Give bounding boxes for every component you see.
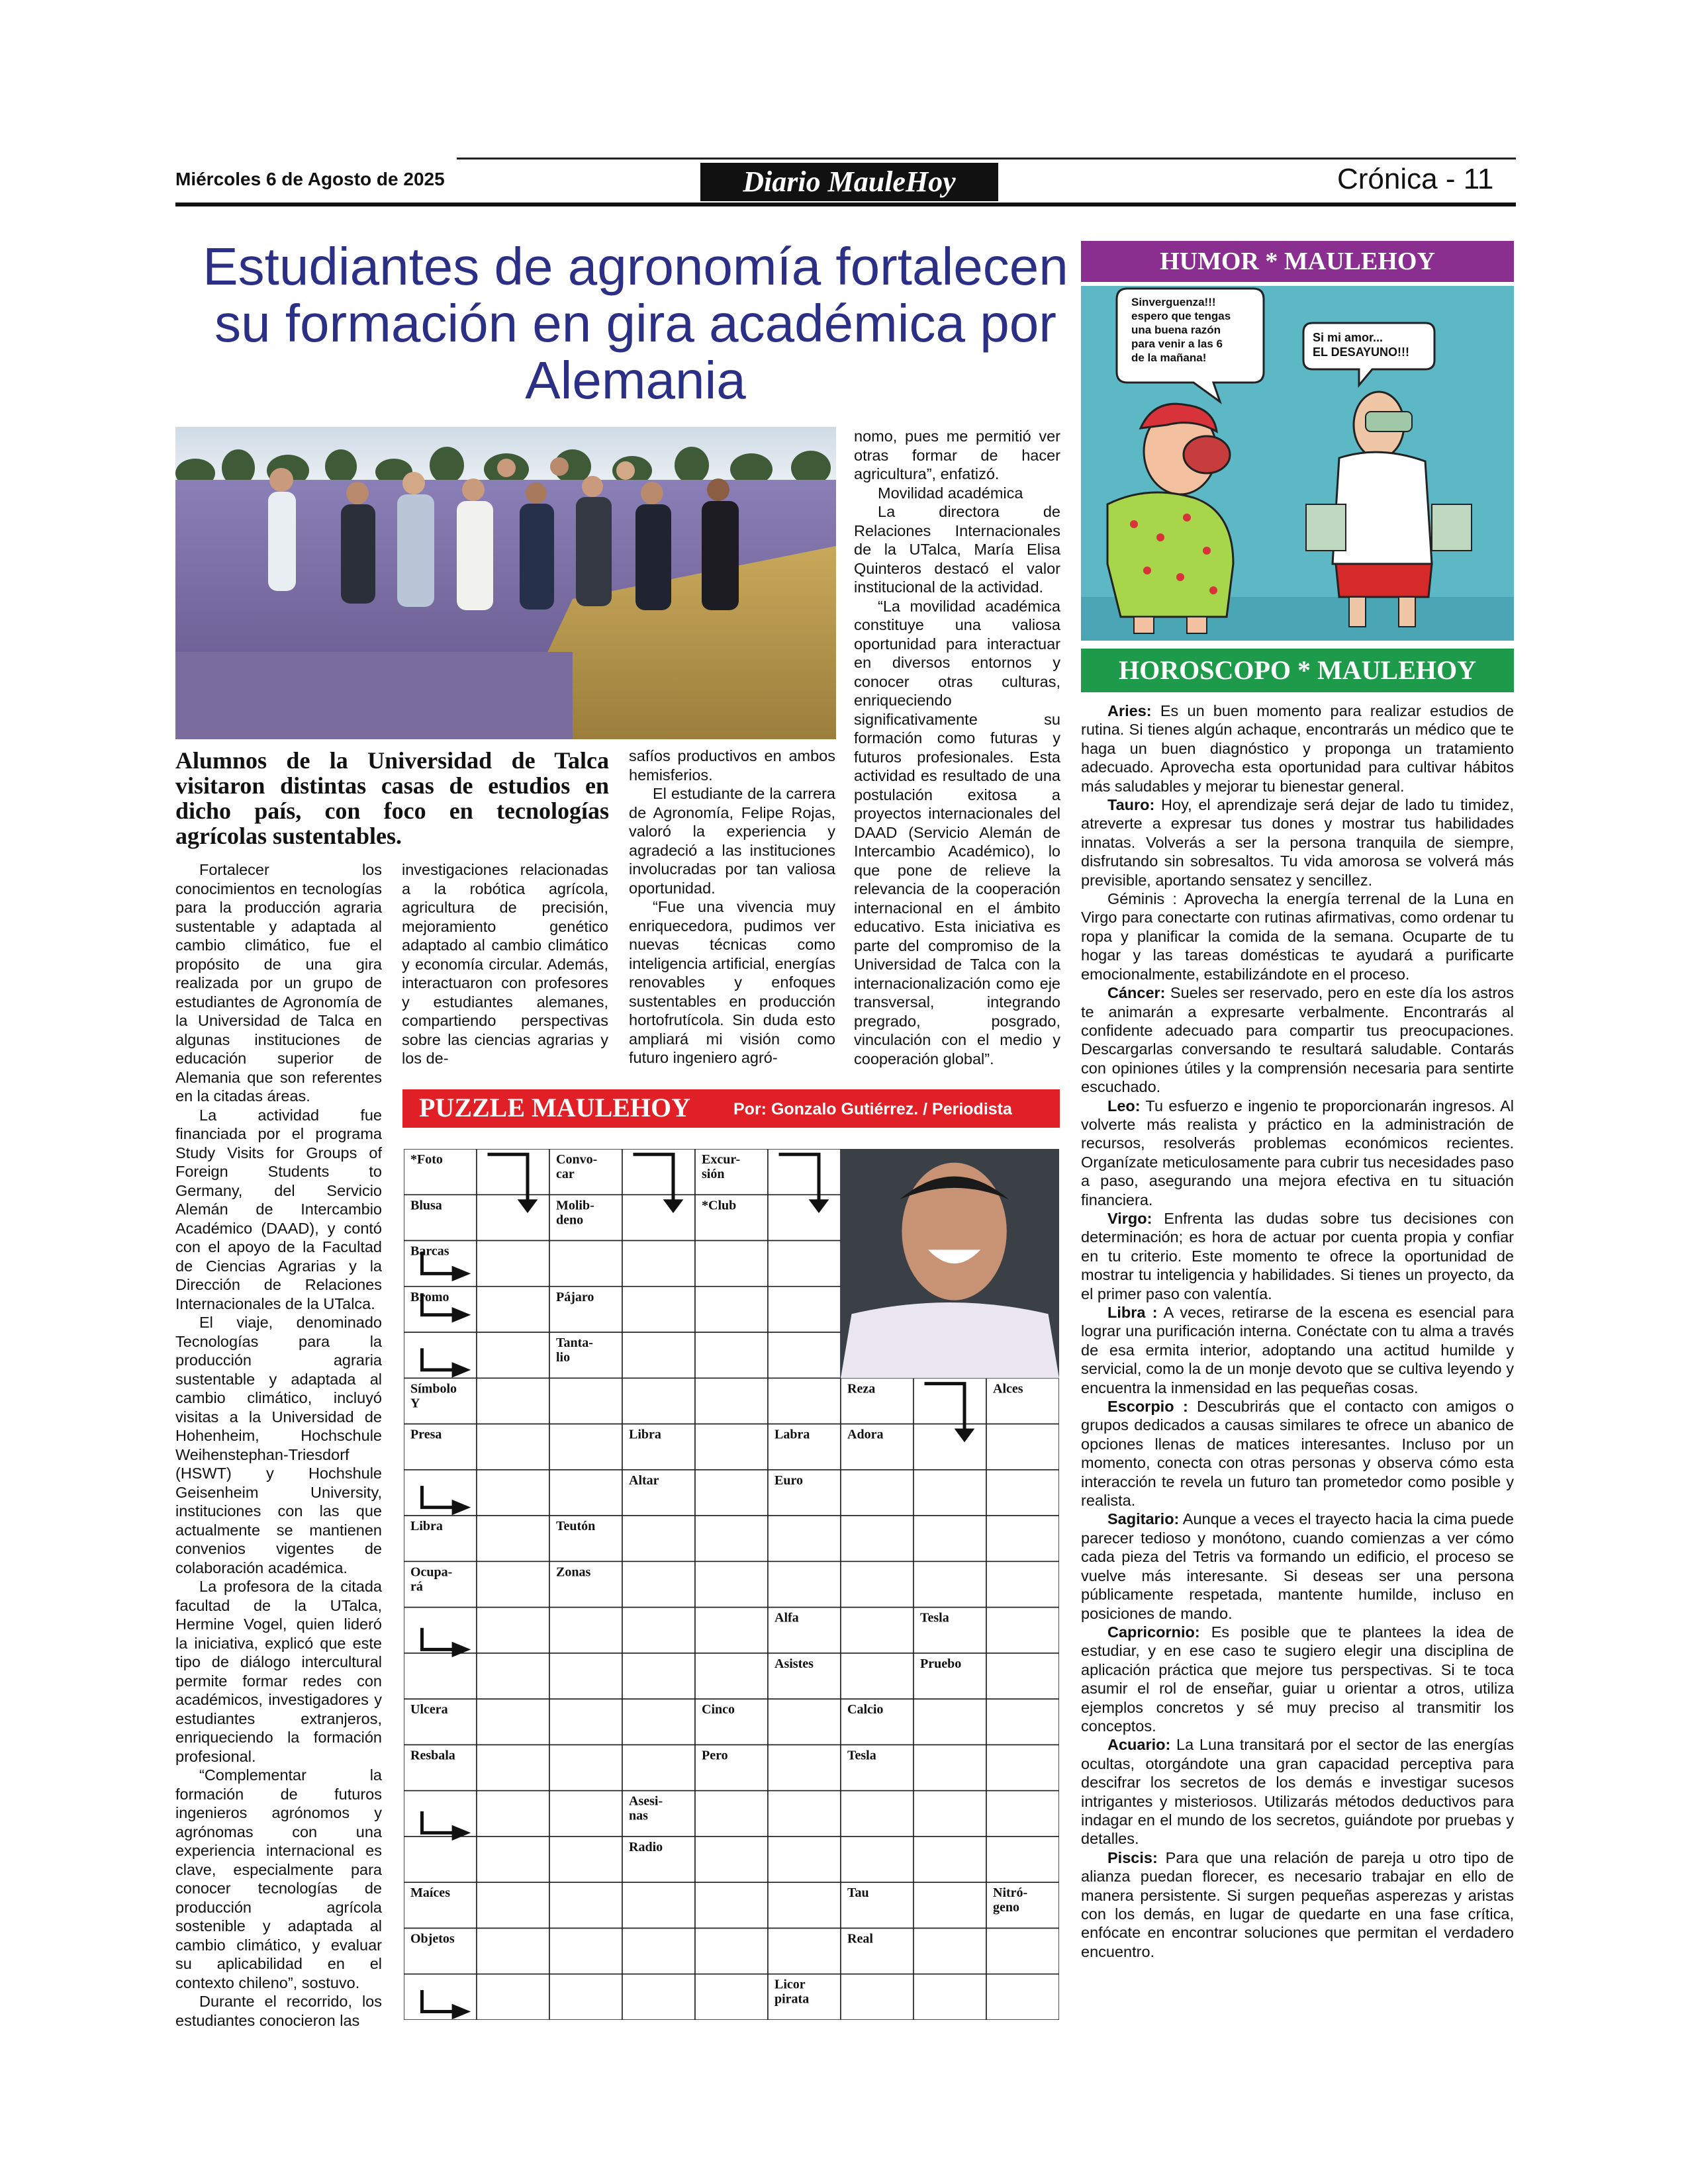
grid-cell[interactable] xyxy=(549,1791,622,1837)
clue-line: Asistes xyxy=(774,1656,814,1671)
article-column-4 xyxy=(854,427,1060,1068)
grid-cell[interactable] xyxy=(768,1332,841,1378)
clue-line: Zonas xyxy=(556,1565,591,1580)
paragraph: nomo, pues me permitió ver otras formar de hacer agricultura”, enfatizó. xyxy=(854,428,1060,482)
grid-cell[interactable] xyxy=(695,1653,768,1699)
clue-line: Y xyxy=(410,1396,420,1411)
crossword-clue xyxy=(774,1611,799,1625)
grid-cell[interactable] xyxy=(986,1424,1059,1470)
sign-name: Escorpio : xyxy=(1107,1398,1188,1416)
sign-name: Tauro: xyxy=(1107,796,1155,814)
horoscope-entry xyxy=(1081,1848,1514,1961)
grid-cell[interactable] xyxy=(986,1470,1059,1516)
crossword-clue xyxy=(410,1428,442,1442)
crossword-clue xyxy=(410,1290,449,1304)
crossword-clue xyxy=(629,1840,663,1854)
bubble-line: Sinverguenza!!! xyxy=(1131,296,1216,308)
clue-line: Convo- xyxy=(556,1152,598,1167)
bubble-line: EL DESAYUNO!!! xyxy=(1313,345,1410,359)
grid-cell[interactable] xyxy=(768,1561,841,1607)
grid-cell[interactable] xyxy=(695,1424,768,1470)
sign-text: Sueles ser reservado, pero en este día los astros te animarán a expresarte verbalmente. Encontrarás al confidente adecuado para compartir tus preocupaciones. Descargarlas conversando te resultará saludable. Contarás con opiniones útiles y la comprensión necesaria para sentirte escuchado. xyxy=(1081,984,1514,1096)
crossword-clue xyxy=(410,1748,455,1762)
crossword-clue xyxy=(702,1702,735,1717)
crossword-clue xyxy=(774,1428,810,1442)
grid-cell[interactable] xyxy=(695,1561,768,1607)
grid-cell[interactable] xyxy=(549,1882,622,1928)
clue-line: Molib- xyxy=(556,1198,594,1213)
grid-cell[interactable] xyxy=(986,1608,1059,1653)
header-top-rule xyxy=(457,158,1516,159)
crossword-clue xyxy=(556,1565,590,1579)
grid-cell[interactable] xyxy=(622,1882,695,1928)
horoscope-entry xyxy=(1081,1303,1514,1397)
grid-cell[interactable] xyxy=(841,1837,914,1882)
crossword-clue xyxy=(774,1978,809,2007)
sign-name: Libra : xyxy=(1107,1304,1158,1321)
horoscope-entry xyxy=(1081,1510,1514,1622)
clue-line: deno xyxy=(556,1212,584,1228)
grid-cell[interactable] xyxy=(841,1516,914,1561)
clue-line: Altar xyxy=(629,1473,659,1488)
clue-line: rá xyxy=(410,1579,423,1594)
group-photo-image xyxy=(175,427,836,739)
grid-cell[interactable] xyxy=(477,1791,549,1837)
grid-cell[interactable] xyxy=(622,1653,695,1699)
issue-date: Miércoles 6 de Agosto de 2025 xyxy=(175,169,445,189)
paragraph: investigaciones relacionadas a la robótica agrícola, agricultura de precisión, mejoramiento genético adaptado al cambio climático y economía circular. Además, interactuaron con profesores y estudiantes alemanes, compartiendo perspectivas sobre las ciencias agrarias y los de- xyxy=(402,861,608,1067)
grid-cell[interactable] xyxy=(549,1608,622,1653)
grid-cell[interactable] xyxy=(768,1699,841,1745)
clue-line: Bromo xyxy=(410,1289,449,1304)
clue-line: *Club xyxy=(702,1198,737,1213)
grid-cell[interactable] xyxy=(695,1882,768,1928)
grid-cell[interactable] xyxy=(695,1837,768,1882)
humor-header: HUMOR * MAULEHOY xyxy=(1081,241,1514,282)
article-subhead: Alumnos de la Universidad de Talca visitaron distintas casas de estudios en dicho país, con foco en tecnologías agrícolas sustentables. xyxy=(175,747,609,849)
sign-text: A veces, retirarse de la escena es esencial para lograr una purificación interna. Conéctate con tu alma a través de esa ermita interior, adoptando una actitud humilde y servicial, como la de un monje devoto que se cultiva leyendo y encuentra la inmensidad en las pequeñas cosas. xyxy=(1081,1304,1514,1396)
bubble-line: de la mañana! xyxy=(1131,351,1207,364)
bubble-line: para venir a las 6 xyxy=(1131,338,1223,350)
grid-cell[interactable] xyxy=(477,1608,549,1653)
cartoon-image xyxy=(1081,286,1514,641)
clue-line: Radio xyxy=(629,1839,663,1854)
paragraph: “Complementar la formación de futuros ingenieros agrónomos y agrónomas con una experiencia internacional es clave, especialmente para conocer tecnologías de producción agrícola sostenible y adaptada al cambio climático, y evaluar su aplicabilidad en el contexto chileno”, sostuvo. xyxy=(175,1766,382,1991)
grid-cell[interactable] xyxy=(404,1837,477,1882)
grid-cell[interactable] xyxy=(986,1974,1059,2020)
grid-cell[interactable] xyxy=(986,1745,1059,1790)
horoscope-entry xyxy=(1081,889,1514,983)
horoscope-text xyxy=(1081,702,1514,1961)
bubble-line: Si mi amor... xyxy=(1313,331,1383,344)
grid-cell[interactable] xyxy=(914,1561,986,1607)
article-headline: Estudiantes de agronomía fortalecen su formación en gira académica por Alemania xyxy=(203,237,1068,410)
sign-text: La Luna transitará por el sector de las energías ocultas, otorgándote una gran capacidad perceptiva para descifrar los secretos de los demás e investigar sucesos intrigantes y misteriosos. Utilizarás métodos deductivos para indagar en el mundo de los secretos, guiándote por pruebas y detalles. xyxy=(1081,1736,1514,1848)
grid-cell[interactable] xyxy=(549,1974,622,2020)
grid-cell[interactable] xyxy=(986,1791,1059,1837)
paragraph: El estudiante de la carrera de Agronomía, Felipe Rojas, valoró la experiencia y agradeció a las instituciones involucradas por tan valiosa oportunidad. xyxy=(629,785,835,897)
sign-name: Leo: xyxy=(1107,1097,1141,1115)
horoscope-entry xyxy=(1081,1397,1514,1510)
clue-line: Tesla xyxy=(847,1748,876,1763)
crossword-clue xyxy=(847,1886,869,1900)
grid-cell[interactable] xyxy=(914,1745,986,1790)
clue-line: Maíces xyxy=(410,1886,450,1901)
clue-line: Euro xyxy=(774,1473,803,1488)
grid-cell[interactable] xyxy=(841,1653,914,1699)
grid-cell[interactable] xyxy=(914,1424,986,1470)
sign-text: Para que una relación de pareja u otro tipo de alianza puedan florecer, es necesario trabajar en ello de manera persistente. Si surgen pequeñas asperezas y aristas con los demás, en lugar de quedarte en una fase crítica, enfócate en encontrar soluciones que permitan el verdadero encuentro. xyxy=(1081,1848,1514,1960)
clue-line: Alces xyxy=(993,1381,1023,1396)
group-photo xyxy=(175,427,836,739)
clue-line: Barcas xyxy=(410,1244,449,1259)
crossword-clue xyxy=(774,1657,814,1671)
newspaper-logo: Diario MauleHoy xyxy=(700,163,998,201)
grid-cell[interactable] xyxy=(986,1561,1059,1607)
grid-cell[interactable] xyxy=(768,1241,841,1287)
grid-cell[interactable] xyxy=(404,1791,477,1837)
grid-cell[interactable] xyxy=(404,1653,477,1699)
crossword-clue xyxy=(847,1428,883,1442)
sign-text: Géminis : Aprovecha la energía terrenal de la Luna en Virgo para conectarte con rutinas afirmativas, como ordenar tu ropa y planificar la comida de la semana. Ocuparte de tu hogar y las tareas domésticas te ayudará a purificarte emocionalmente, estabilizándote en el proceso. xyxy=(1081,890,1514,983)
clue-line: Tau xyxy=(847,1886,869,1901)
clue-line: Ulcera xyxy=(410,1702,448,1717)
grid-cell[interactable] xyxy=(768,1287,841,1332)
player-photo xyxy=(841,1149,1059,1378)
grid-cell[interactable] xyxy=(622,1745,695,1790)
grid-cell[interactable] xyxy=(695,1241,768,1287)
grid-cell[interactable] xyxy=(622,1287,695,1332)
clue-line: Reza xyxy=(847,1381,876,1396)
grid-cell[interactable] xyxy=(768,1516,841,1561)
grid-cell[interactable] xyxy=(477,1424,549,1470)
sign-text: Hoy, el aprendizaje será dejar de lado tu timidez, atreverte a expresar tus dones y mostrar tus habilidades innatas. Volverás a ser la persona tranquila de siempre, disfrutando sin sobresaltos. Tu vida amorosa se volverá más previsible, aportando sensatez y sencillez. xyxy=(1081,796,1514,889)
clue-line: Real xyxy=(847,1931,873,1946)
grid-cell[interactable] xyxy=(477,1699,549,1745)
crossword-clue xyxy=(920,1611,949,1625)
header-bottom-rule xyxy=(175,203,1516,206)
sign-name: Sagitario: xyxy=(1107,1510,1180,1528)
crossword-grid[interactable] xyxy=(404,1149,1059,2020)
clue-line: Pájaro xyxy=(556,1289,594,1304)
clue-line: pirata xyxy=(774,1991,810,2007)
clue-line: Presa xyxy=(410,1427,442,1442)
humor-cartoon xyxy=(1081,286,1514,641)
grid-cell[interactable] xyxy=(622,1928,695,1974)
crossword-clue xyxy=(847,1931,873,1946)
article-column-2 xyxy=(402,860,608,1068)
paragraph: El viaje, denominado Tecnologías para la producción agraria sustentable y adaptada al cambio climático, incluyó visitas a la Universidad de Hohenheim, Hochschule Weihenstephan-Triesdorf (HSWT) y Hochshule Geisenheim University, instituciones con las que actualmente se mantienen convenios vigentes de colaboración académica. xyxy=(175,1314,382,1576)
grid-cell[interactable] xyxy=(477,1745,549,1790)
grid-cell[interactable] xyxy=(914,1516,986,1561)
grid-cell[interactable] xyxy=(768,1195,841,1240)
sign-text: Enfrenta las dudas sobre tus decisiones con determinación; es hora de actuar por cuenta propia y confiar en tu criterio. Este momento te ofrece la oportunidad de mostrar tu inteligencia y habilidades. Si tienes un proyecto, da el primer paso con valentía. xyxy=(1081,1209,1514,1302)
clue-line: lio xyxy=(556,1350,571,1365)
clue-line: geno xyxy=(993,1900,1019,1915)
grid-cell[interactable] xyxy=(549,1699,622,1745)
section-subtitle: Movilidad académica xyxy=(878,484,1023,502)
clue-line: Calcio xyxy=(847,1702,884,1717)
clue-line: sión xyxy=(702,1167,725,1181)
clue-line: Símbolo xyxy=(410,1381,457,1396)
clue-line: Cinco xyxy=(702,1702,735,1717)
clue-line: Tesla xyxy=(920,1610,949,1625)
horoscope-entry xyxy=(1081,702,1514,796)
grid-cell[interactable] xyxy=(841,1470,914,1516)
horoscope-entry xyxy=(1081,1735,1514,1848)
clue-line: Pero xyxy=(702,1748,728,1763)
crossword-clue xyxy=(702,1748,728,1762)
grid-cell[interactable] xyxy=(914,1699,986,1745)
clue-line: car xyxy=(556,1167,575,1181)
puzzle-header xyxy=(402,1089,1060,1128)
crossword-clue xyxy=(629,1473,659,1488)
crossword-clue xyxy=(410,1244,449,1259)
clue-line: Resbala xyxy=(410,1748,455,1763)
clue-line: Alfa xyxy=(774,1610,799,1625)
grid-cell[interactable] xyxy=(914,1837,986,1882)
clue-line: Asesi- xyxy=(629,1794,663,1809)
paragraph: Fortalecer los conocimientos en tecnologías para la producción agraria sustentable y adaptada al cambio climático, fue el propósito de una gira realizada por un grupo de estudiantes de Agronomía de la Universidad de Talca en algunas instituciones de educación superior de Alemania que son referentes en la citadas áreas. xyxy=(175,861,382,1105)
article-column-3 xyxy=(629,747,835,1068)
grid-cell[interactable] xyxy=(477,1928,549,1974)
sign-name: Cáncer: xyxy=(1107,984,1166,1002)
grid-cell[interactable] xyxy=(477,1974,549,2020)
grid-cell[interactable] xyxy=(477,1470,549,1516)
grid-cell[interactable] xyxy=(768,1378,841,1424)
grid-cell[interactable] xyxy=(622,1974,695,2020)
puzzle-author: Por: Gonzalo Gutiérrez. / Periodista xyxy=(733,1100,1012,1118)
grid-cell[interactable] xyxy=(914,1974,986,2020)
clue-line: Objetos xyxy=(410,1931,455,1946)
section-page-label: Crónica - 11 xyxy=(1337,163,1494,195)
grid-cell[interactable] xyxy=(841,1791,914,1837)
grid-cell[interactable] xyxy=(695,1287,768,1332)
grid-cell[interactable] xyxy=(914,1470,986,1516)
grid-cell[interactable] xyxy=(477,1653,549,1699)
clue-line: Labra xyxy=(774,1427,810,1442)
horoscope-header: HOROSCOPO * MAULEHOY xyxy=(1081,649,1514,692)
grid-cell[interactable] xyxy=(986,1516,1059,1561)
grid-cell[interactable] xyxy=(622,1516,695,1561)
clue-line: Libra xyxy=(410,1519,443,1534)
grid-cell[interactable] xyxy=(986,1928,1059,1974)
crossword-clue xyxy=(920,1657,961,1671)
crossword-clue xyxy=(847,1702,883,1717)
grid-cell[interactable] xyxy=(622,1332,695,1378)
grid-cell[interactable] xyxy=(695,1974,768,2020)
grid-cell[interactable] xyxy=(622,1561,695,1607)
crossword-clue xyxy=(702,1198,736,1212)
clue-line: Excur- xyxy=(702,1152,741,1167)
grid-cell[interactable] xyxy=(622,1195,695,1240)
grid-cell[interactable] xyxy=(986,1699,1059,1745)
grid-cell[interactable] xyxy=(695,1332,768,1378)
grid-cell[interactable] xyxy=(768,1745,841,1790)
bubble-line: espero que tengas xyxy=(1131,310,1231,322)
grid-cell[interactable] xyxy=(477,1332,549,1378)
grid-cell[interactable] xyxy=(549,1241,622,1287)
grid-cell[interactable] xyxy=(549,1653,622,1699)
grid-cell[interactable] xyxy=(404,1608,477,1653)
article-column-1 xyxy=(175,860,382,2030)
crossword-clue xyxy=(556,1519,595,1533)
grid-cell[interactable] xyxy=(914,1928,986,1974)
puzzle-title: PUZZLE MAULEHOY xyxy=(419,1093,691,1122)
horoscope-entry xyxy=(1081,983,1514,1096)
grid-cell[interactable] xyxy=(477,1837,549,1882)
clue-line: Libra xyxy=(629,1427,661,1442)
grid-cell[interactable] xyxy=(477,1561,549,1607)
grid-cell[interactable] xyxy=(622,1241,695,1287)
crossword-clue xyxy=(410,1886,450,1900)
horoscope-entry xyxy=(1081,1623,1514,1735)
grid-cell[interactable] xyxy=(841,1608,914,1653)
paragraph: La profesora de la citada facultad de la UTalca, Hermine Vogel, quien lideró la iniciativa, explicó que este tipo de diálogo intercultural permite formar redes con académicos, investigadores y estudiantes extranjeros, enriqueciendo la formación profesional. xyxy=(175,1578,382,1765)
crossword-clue xyxy=(847,1748,876,1762)
grid-cell[interactable] xyxy=(549,1837,622,1882)
grid-cell[interactable] xyxy=(549,1378,622,1424)
horoscope-entry xyxy=(1081,1209,1514,1303)
clue-line: Nitró- xyxy=(993,1886,1028,1901)
paragraph: “La movilidad académica constituye una valiosa oportunidad para interactuar en diversos entornos y conocer otras culturas, enriqueciendo significativamente su formación como futuras y futuros profesionales. Esta actividad es resultado de una postulación exitosa a proyectos internacionales del DAAD (Servicio Alemán de Intercambio Académico), lo que pone de relieve la relevancia de la cooperación internacional en el ámbito educativo. Esta iniciativa es parte del compromiso de la Universidad de Talca con la internacionalización como eje transversal, integrando pregrado, posgrado, vinculación con el medio y cooperación global”. xyxy=(854,597,1060,1068)
sign-name: Aries: xyxy=(1107,702,1152,719)
grid-cell[interactable] xyxy=(768,1791,841,1837)
sign-name: Capricornio: xyxy=(1107,1623,1200,1641)
grid-cell[interactable] xyxy=(549,1424,622,1470)
grid-cell[interactable] xyxy=(914,1882,986,1928)
grid-cell[interactable] xyxy=(695,1608,768,1653)
grid-cell[interactable] xyxy=(622,1378,695,1424)
grid-cell[interactable] xyxy=(477,1516,549,1561)
grid-cell[interactable] xyxy=(768,1882,841,1928)
clue-line: Pruebo xyxy=(920,1656,962,1671)
grid-cell[interactable] xyxy=(914,1791,986,1837)
clue-line: Adora xyxy=(847,1427,884,1442)
grid-cell[interactable] xyxy=(695,1470,768,1516)
grid-cell[interactable] xyxy=(549,1928,622,1974)
crossword-clue xyxy=(410,1702,448,1717)
grid-cell[interactable] xyxy=(695,1378,768,1424)
crossword-clue xyxy=(556,1290,594,1304)
grid-cell[interactable] xyxy=(841,1561,914,1607)
paragraph: “Fue una vivencia muy enriquecedora, pudimos ver nuevas técnicas como inteligencia artificial, energías renovables y enfoques sustentables en producción hortofrutícola. Sin duda esto ampliará mi visión como futuro ingeniero agró- xyxy=(629,898,835,1066)
sign-name: Virgo: xyxy=(1107,1209,1152,1227)
grid-cell[interactable] xyxy=(768,1928,841,1974)
paragraph: safíos productivos en ambos hemisferios. xyxy=(629,747,835,784)
grid-cell[interactable] xyxy=(622,1699,695,1745)
grid-cell[interactable] xyxy=(477,1241,549,1287)
grid-cell[interactable] xyxy=(477,1882,549,1928)
clue-line: Licor xyxy=(774,1977,806,1992)
crossword-clue xyxy=(629,1428,661,1442)
clue-line: *Foto xyxy=(410,1152,443,1167)
grid-cell[interactable] xyxy=(549,1745,622,1790)
grid-cell[interactable] xyxy=(986,1653,1059,1699)
grid-cell[interactable] xyxy=(695,1516,768,1561)
sign-name: Acuario: xyxy=(1107,1736,1171,1754)
clue-line: Tanta- xyxy=(556,1336,593,1351)
grid-cell[interactable] xyxy=(477,1378,549,1424)
paragraph: Durante el recorrido, los estudiantes conocieron las xyxy=(175,1993,382,2029)
horoscope-entry xyxy=(1081,1097,1514,1209)
sign-text: Es un buen momento para realizar estudios de rutina. Si tienes algún achaque, encontrarás un médico que te haga un buen diagnóstico y proponga un tratamiento adecuado. Aprovecha esta oportunidad para cultivar hábitos más saludables y mejorar tu bienestar general. xyxy=(1081,702,1514,795)
grid-cell[interactable] xyxy=(695,1928,768,1974)
sign-text: Tu esfuerzo e ingenio te proporcionarán ingresos. Al volverte más realista y práctico en la administración de recursos, resolverás problemas económicos recientes. Organízate meticulosamente para cubrir tus necesidades paso a paso, asegurando una mejora efectiva en tu situación financiera. xyxy=(1081,1097,1514,1208)
grid-cell[interactable] xyxy=(986,1837,1059,1882)
sign-name: Piscis: xyxy=(1107,1848,1158,1866)
grid-cell[interactable] xyxy=(695,1791,768,1837)
paragraph: La directora de Relaciones Internacionales de la UTalca, María Elisa Quinteros destacó el valor institucional de la actividad. xyxy=(854,503,1060,596)
crossword-clue xyxy=(410,1152,443,1167)
grid-cell[interactable] xyxy=(768,1837,841,1882)
sign-text: Es posible que te plantees la idea de estudiar, y en ese caso te sugiero elegir una disciplina de aplicación práctica que mejore tus perspectivas. Si te toca asumir el rol de enseñar, guiar u orientar a otros, utiliza ejemplos concretos y sé muy preciso al transmitir los conceptos. xyxy=(1081,1623,1514,1735)
crossword-clue xyxy=(410,1519,443,1533)
crossword-clue xyxy=(410,1931,455,1946)
grid-cell[interactable] xyxy=(841,1974,914,2020)
sign-text: Aunque a veces el trayecto hacia la cima puede parecer tedioso y monótono, cuando comienzas a ver cómo cada pieza del Tetris va formando un edificio, el proceso se vuelve más interesante. Si deseas ser una persona públicamente respetada, mantente humilde, incluso en posiciones de mando. xyxy=(1081,1510,1514,1622)
clue-line: nas xyxy=(629,1808,648,1823)
clue-line: Teutón xyxy=(556,1519,596,1534)
crossword-clue xyxy=(774,1473,803,1488)
paragraph: La actividad fue financiada por el programa Study Visits for Groups of Foreign Students to Germany, del Servicio Alemán de Intercambio Académico (DAAD), y contó con el apoyo de la Facultad de Ciencias Agrarias y la Dirección de Relaciones Internacionales de la UTalca. xyxy=(175,1106,382,1312)
clue-line: Blusa xyxy=(410,1198,442,1213)
crossword-clue xyxy=(847,1381,875,1396)
grid-cell[interactable] xyxy=(622,1608,695,1653)
sign-text: Descubrirás que el contacto con amigos o grupos dedicados a causas similares te ofrece un abanico de opciones llenas de matices interesantes. Incluso por un momento, conecta con otras personas y observa cómo esta interacción te revela un futuro tan prometedor como posible y realista. xyxy=(1081,1398,1514,1510)
grid-cell[interactable] xyxy=(549,1470,622,1516)
crossword-grid-svg xyxy=(404,1149,1059,2020)
crossword-clue xyxy=(993,1381,1023,1396)
clue-line: Ocupa- xyxy=(410,1565,453,1580)
horoscope-entry xyxy=(1081,796,1514,889)
bubble-line: una buena razón xyxy=(1131,324,1221,336)
grid-cell[interactable] xyxy=(477,1195,549,1240)
grid-cell[interactable] xyxy=(477,1287,549,1332)
crossword-clue xyxy=(410,1198,442,1212)
